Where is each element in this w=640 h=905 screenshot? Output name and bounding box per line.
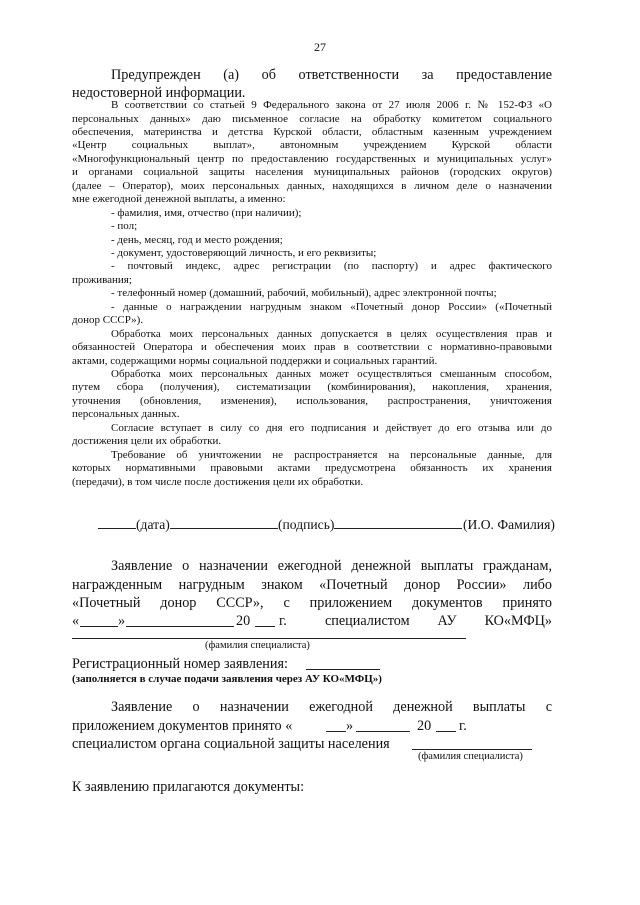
mfc-line-1: Заявление о назначении ежегодной денежной выплаты гражданам,: [111, 558, 552, 574]
signature-name-caption: (И.О. Фамилия): [463, 517, 555, 532]
consent-line: обязанностей Оператора и обеспечения моих прав в соответствии с нормативно-правовыми: [72, 341, 552, 354]
consent-line: - данные о награждении нагрудным знаком «Почетный донор России» («Почетный: [111, 300, 552, 313]
social-year-blank: [436, 731, 456, 732]
social-month-blank: [356, 731, 410, 732]
mfc-year-prefix: 20: [236, 613, 251, 629]
consent-line: проживания;: [72, 273, 132, 286]
mfc-year-blank: [255, 626, 275, 627]
mfc-specialist-caption: (фамилия специалиста): [205, 640, 310, 651]
consent-line: актами, содержащими нормы социальной поддержки и социальных гарантий.: [72, 354, 438, 367]
consent-line: Согласие вступает в силу со дня его подписания и действует до его отзыва или до: [111, 421, 552, 434]
consent-line: - документ, удостоверяющий личность, и его реквизиты;: [111, 246, 377, 259]
mfc-date-open-quote: «: [72, 613, 80, 629]
consent-line: достижения цели их обработки.: [72, 435, 222, 448]
consent-line: «Центр социальных выплат», автономным учреждением Курской области: [72, 139, 552, 152]
consent-line: обеспечения, материнства и детства Курской области, областным казенным учреждением: [72, 125, 552, 138]
consent-line: уточнения (обновления, изменения), использования, распространения, уничтожения: [72, 394, 552, 407]
mfc-line-3: «Почетный донор СССР», с приложением документов принято: [72, 595, 552, 611]
social-specialist-label: специалистом органа социальной защиты населения: [72, 736, 390, 752]
warning-line-1: Предупрежден (а) об ответственности за предоставление: [111, 67, 552, 83]
social-year-suffix: г.: [459, 718, 467, 734]
consent-line: - фамилия, имя, отчество (при наличии);: [111, 206, 302, 219]
name-blank: [334, 528, 462, 529]
social-line-1: Заявление о назначении ежегодной денежной выплаты с: [111, 699, 552, 715]
consent-line: мне ежегодной денежной выплаты, а именно:: [72, 193, 286, 206]
consent-line: (далее – Оператор), моих персональных данных, находящихся в личном деле о назначении: [72, 179, 552, 192]
consent-line: Обработка моих персональных данных допускается в целях осуществления прав и: [111, 327, 552, 340]
consent-line: «Многофункциональный центр по предоставлению государственных и муниципальных услуг»: [72, 152, 552, 165]
signature-blank: [170, 528, 278, 529]
mfc-day-blank: [80, 626, 118, 627]
mfc-line-2: награжденным нагрудным знаком «Почетный донор России» либо: [72, 577, 552, 593]
mfc-year-suffix: г.: [279, 613, 287, 629]
consent-line: - почтовый индекс, адрес регистрации (по паспорту) и адрес фактического: [111, 260, 552, 273]
reg-number-note: (заполняется в случае подачи заявления через АУ КО«МФЦ»): [72, 673, 382, 685]
consent-line: путем сбора (получения), систематизации (комбинирования), накопления, хранения,: [72, 381, 552, 394]
mfc-specialist-label: специалистом АУ КО«МФЦ»: [325, 613, 552, 629]
social-year-prefix: 20: [417, 718, 432, 734]
social-specialist-caption: (фамилия специалиста): [418, 751, 523, 762]
consent-line: персональных данных» даю письменное согласие на обработку комитетом социального: [72, 112, 552, 125]
consent-line: которых нормативными правовыми актами предусмотрена обязанность их хранения: [72, 462, 552, 475]
signature-sign-caption: (подпись): [278, 517, 335, 532]
social-line-2-label: приложением документов принято «: [72, 718, 293, 734]
consent-line: Обработка моих персональных данных может осуществляться смешанным способом,: [111, 368, 552, 380]
date-blank-left: [98, 528, 136, 529]
consent-line: (передачи), в том числе после достижения цели их обработки.: [72, 475, 364, 488]
mfc-date-close-quote: »: [118, 613, 126, 629]
mfc-specialist-blank: [72, 638, 466, 639]
mfc-month-blank: [126, 626, 234, 627]
warning-line-2: недостоверной информации.: [72, 85, 246, 101]
consent-line: В соответствии со статьей 9 Федерального закона от 27 июля 2006 г. № 152-ФЗ «О: [111, 99, 552, 111]
consent-line: - день, месяц, год и место рождения;: [111, 233, 283, 246]
consent-line: персональных данных.: [72, 408, 180, 421]
reg-number-label: Регистрационный номер заявления:: [72, 656, 288, 672]
consent-line: Требование об уничтожении не распространяется на персональные данные, для: [111, 448, 552, 461]
page-number: 27: [314, 40, 326, 54]
social-date-close-quote: »: [346, 718, 354, 734]
consent-line: - пол;: [111, 220, 138, 233]
consent-line: донор СССР»).: [72, 314, 144, 327]
reg-number-blank: [306, 669, 380, 670]
consent-line: и органами социальной защиты населения муниципальных районов (городских округов): [72, 166, 552, 179]
signature-date-caption: (дата): [136, 517, 170, 532]
consent-line: - телефонный номер (домашний, рабочий, мобильный), адрес электронной почты;: [111, 287, 497, 300]
attachments-label: К заявлению прилагаются документы:: [72, 779, 305, 795]
social-day-blank: [326, 731, 346, 732]
social-specialist-blank: [412, 749, 532, 750]
